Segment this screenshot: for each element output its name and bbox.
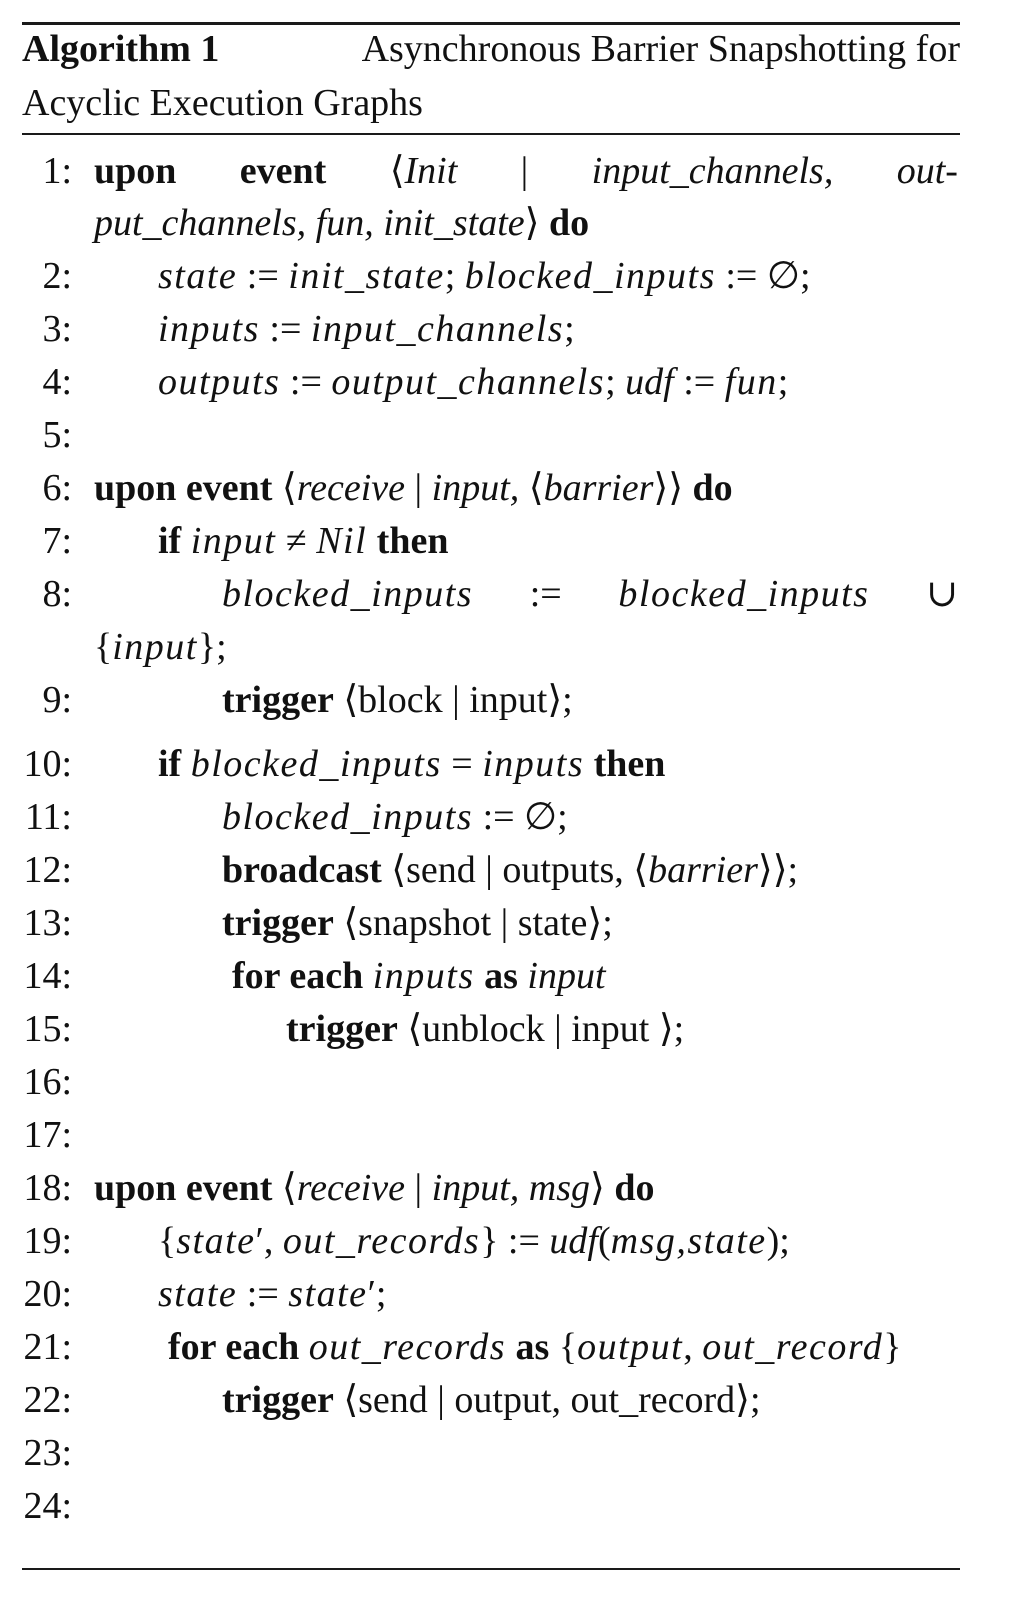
token-input: input bbox=[190, 520, 277, 562]
token-input: input, bbox=[431, 1167, 520, 1209]
token-output: output bbox=[577, 1326, 684, 1368]
algorithm-line-16 bbox=[0, 1057, 1012, 1107]
token-unblock: unblock bbox=[422, 1008, 545, 1050]
token-init-state: init_state bbox=[288, 255, 445, 297]
keyword-trigger: trigger bbox=[222, 679, 334, 721]
algorithm-line-1 bbox=[0, 146, 1012, 196]
keyword-as: as bbox=[515, 1326, 550, 1368]
line-number: 15: bbox=[23, 1008, 72, 1050]
algorithm-line-24 bbox=[0, 1481, 1012, 1531]
token-state: state bbox=[158, 255, 238, 297]
algorithm-line-15 bbox=[0, 1004, 1012, 1054]
keyword-do: do bbox=[692, 467, 733, 509]
token-init: Init bbox=[404, 150, 458, 192]
token-send: send bbox=[358, 1379, 428, 1421]
token-blocked-inputs: blocked_inputs bbox=[222, 573, 474, 615]
code-line: state := init_state; blocked_inputs := ∅; bbox=[158, 255, 811, 297]
keyword-as: as bbox=[484, 955, 518, 997]
token-output-record: output, out_record bbox=[454, 1379, 736, 1421]
line-number: 9: bbox=[42, 679, 72, 721]
caption-title-part-2: Acyclic Execution Graphs bbox=[22, 82, 423, 124]
algorithm-caption bbox=[22, 22, 960, 130]
token-send: send bbox=[406, 849, 476, 891]
line-number: 14: bbox=[23, 955, 72, 997]
code-line: put_channels, fun, init_state⟩ do bbox=[94, 202, 590, 244]
algorithm-line-8-cont bbox=[0, 622, 1012, 672]
code-line: {input}; bbox=[94, 626, 227, 668]
caption-title-part-1: Asynchronous Barrier Snapshotting for bbox=[361, 28, 960, 70]
keyword-trigger: trigger bbox=[222, 902, 334, 944]
token-out-records: out_records bbox=[308, 1326, 507, 1368]
keyword-upon-event: upon event bbox=[94, 467, 273, 509]
algorithm-line-23 bbox=[0, 1428, 1012, 1478]
keyword-upon: upon bbox=[94, 150, 177, 192]
algorithm-line-6 bbox=[0, 463, 1012, 513]
code-line: upon event ⟨Init | input_channels, out- bbox=[94, 146, 958, 196]
line-number: 1: bbox=[42, 150, 72, 192]
token-inputs: inputs bbox=[158, 308, 260, 350]
line-number: 2: bbox=[42, 255, 72, 297]
keyword-for-each: for each bbox=[168, 1326, 300, 1368]
line-number: 24: bbox=[23, 1485, 72, 1527]
token-msg-state: msg,state bbox=[610, 1220, 767, 1262]
token-outputs: outputs, bbox=[502, 849, 624, 891]
line-number: 11: bbox=[24, 796, 72, 838]
bottom-rule bbox=[22, 1568, 960, 1570]
line-number: 12: bbox=[23, 849, 72, 891]
token-barrier: barrier bbox=[543, 467, 654, 509]
code-line: inputs := input_channels; bbox=[158, 308, 575, 350]
algorithm-line-9 bbox=[0, 675, 1012, 725]
line-number: 13: bbox=[23, 902, 72, 944]
token-inputs: inputs bbox=[372, 955, 475, 997]
keyword-then: then bbox=[593, 743, 666, 785]
code-line: outputs := output_channels; udf := fun; bbox=[158, 361, 789, 403]
keyword-event: event bbox=[239, 150, 327, 192]
token-blocked-inputs: blocked_inputs bbox=[190, 743, 442, 785]
code-line: state := state′; bbox=[158, 1273, 387, 1315]
keyword-if: if bbox=[158, 743, 182, 785]
code-line: upon event ⟨receive | input, ⟨barrier⟩⟩ do bbox=[94, 467, 733, 509]
code-line: trigger ⟨snapshot | state⟩; bbox=[222, 902, 613, 944]
code-line: if blocked_inputs = inputs then bbox=[158, 743, 666, 785]
token-blocked-inputs: blocked_inputs bbox=[618, 573, 870, 615]
algorithm-line-4 bbox=[0, 357, 1012, 407]
code-line: blocked_inputs := ∅; bbox=[222, 796, 568, 838]
token-out-record: out_record bbox=[702, 1326, 884, 1368]
algorithm-line-17 bbox=[0, 1110, 1012, 1160]
keyword-trigger: trigger bbox=[222, 1379, 334, 1421]
token-input: input bbox=[112, 626, 198, 668]
code-line: {state′, out_records} := udf(msg,state); bbox=[158, 1220, 790, 1262]
algorithm-line-20 bbox=[0, 1269, 1012, 1319]
token-msg: msg bbox=[528, 1167, 590, 1209]
code-line: for each out_records as {output, out_record} bbox=[168, 1326, 902, 1368]
keyword-if: if bbox=[158, 520, 182, 562]
keyword-then: then bbox=[376, 520, 449, 562]
code-line: trigger ⟨unblock | input ⟩; bbox=[286, 1008, 685, 1050]
token-state: state bbox=[176, 1220, 256, 1262]
algorithm-line-21 bbox=[0, 1322, 1012, 1372]
algorithm-line-11 bbox=[0, 792, 1012, 842]
token-input: input bbox=[469, 679, 548, 721]
line-number: 4: bbox=[42, 361, 72, 403]
token-nil: Nil bbox=[316, 520, 368, 562]
algorithm-line-8 bbox=[0, 569, 1012, 619]
algorithm-line-2 bbox=[0, 251, 1012, 301]
token-udf: udf bbox=[549, 1220, 598, 1262]
line-number: 17: bbox=[23, 1114, 72, 1156]
keyword-broadcast: broadcast bbox=[222, 849, 382, 891]
algorithm-line-5 bbox=[0, 410, 1012, 460]
token-out-records: out_records bbox=[282, 1220, 481, 1262]
algorithm-label: Algorithm 1 bbox=[22, 28, 220, 70]
token-state: state bbox=[158, 1273, 238, 1315]
line-number: 3: bbox=[42, 308, 72, 350]
token-input-channels: input_channels bbox=[310, 308, 565, 350]
line-number: 23: bbox=[23, 1432, 72, 1474]
algorithm-line-7 bbox=[0, 516, 1012, 566]
algorithm-line-12 bbox=[0, 845, 1012, 895]
algorithm-line-13 bbox=[0, 898, 1012, 948]
token-udf: udf bbox=[625, 361, 674, 403]
token-state: state bbox=[517, 902, 588, 944]
line-number: 6: bbox=[42, 467, 72, 509]
algorithm-line-19 bbox=[0, 1216, 1012, 1266]
line-number: 18: bbox=[23, 1167, 72, 1209]
caption-line-1 bbox=[22, 22, 960, 76]
line-number: 20: bbox=[23, 1273, 72, 1315]
token-blocked-inputs: blocked_inputs bbox=[222, 796, 474, 838]
token-fun: fun bbox=[724, 361, 778, 403]
keyword-trigger: trigger bbox=[286, 1008, 398, 1050]
line-number: 10: bbox=[23, 743, 72, 785]
line-number: 21: bbox=[23, 1326, 72, 1368]
line-number: 7: bbox=[42, 520, 72, 562]
token-block: block bbox=[358, 679, 443, 721]
token-barrier: barrier bbox=[648, 849, 758, 891]
keyword-do: do bbox=[548, 202, 590, 244]
token-snapshot: snapshot bbox=[358, 902, 492, 944]
token-input-channels: input_channels, bbox=[591, 150, 834, 192]
token-state: state bbox=[288, 1273, 368, 1315]
line-number: 8: bbox=[42, 573, 72, 615]
token-input: input, bbox=[431, 467, 520, 509]
algorithm-line-18 bbox=[0, 1163, 1012, 1213]
caption-rule bbox=[22, 133, 960, 135]
line-number: 19: bbox=[23, 1220, 72, 1262]
token-blocked-inputs: blocked_inputs bbox=[464, 255, 716, 297]
code-line: broadcast ⟨send | outputs, ⟨barrier⟩⟩; bbox=[222, 849, 799, 891]
token-output-channels: output_channels bbox=[331, 361, 606, 403]
algorithm-line-22 bbox=[0, 1375, 1012, 1425]
algorithm-line-10 bbox=[0, 739, 1012, 789]
line-number: 22: bbox=[23, 1379, 72, 1421]
token-input: input bbox=[571, 1008, 659, 1050]
token-input: input bbox=[527, 955, 606, 997]
token-outputs: outputs bbox=[158, 361, 281, 403]
line-number: 16: bbox=[23, 1061, 72, 1103]
token-inputs: inputs bbox=[482, 743, 585, 785]
token-receive: receive bbox=[296, 1167, 406, 1209]
token-put-channels: put_channels, fun, init_state bbox=[94, 202, 525, 244]
keyword-for-each: for each bbox=[232, 955, 364, 997]
algorithm-line-3 bbox=[0, 304, 1012, 354]
keyword-do: do bbox=[614, 1167, 655, 1209]
code-line: trigger ⟨send | output, out_record⟩; bbox=[222, 1379, 761, 1421]
algorithm-line-14 bbox=[0, 951, 1012, 1001]
keyword-upon-event: upon event bbox=[94, 1167, 273, 1209]
line-number: 5: bbox=[42, 414, 72, 456]
token-out-hyphen: out- bbox=[896, 150, 958, 192]
code-line bbox=[232, 951, 606, 1001]
code-line: upon event ⟨receive | input, msg⟩ do bbox=[94, 1167, 655, 1209]
algorithm-line-1-cont bbox=[0, 198, 1012, 248]
code-line: blocked_inputs := blocked_inputs ∪ bbox=[222, 569, 958, 619]
code-line: if input ≠ Nil then bbox=[158, 520, 449, 562]
token-receive: receive bbox=[296, 467, 406, 509]
code-line: trigger ⟨block | input⟩; bbox=[222, 679, 573, 721]
